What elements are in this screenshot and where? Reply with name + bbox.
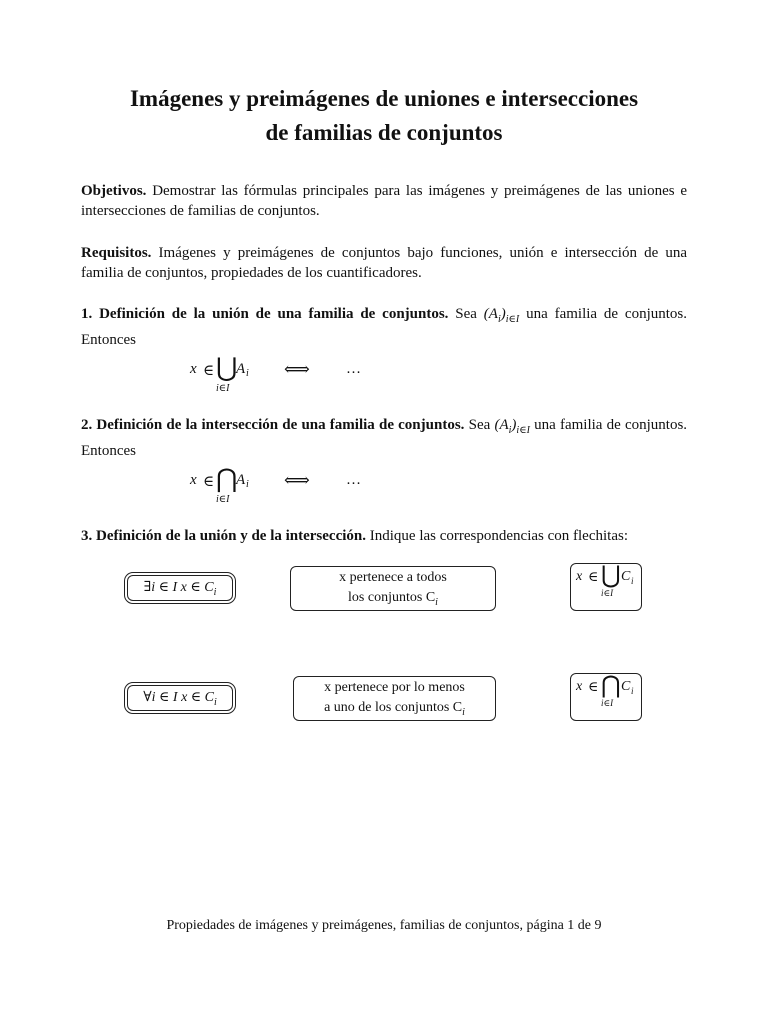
forall-quantifier-box[interactable]: ∀i ∈ I x ∈ $C_i$ [127,685,233,711]
belongs-to-all-line-1: x pertenece a todos [339,570,447,585]
big-intersection-symbol: ⋂ [216,464,238,493]
page-title [60,82,708,150]
section-2-family: $(A_i)_{i\in I}$ [494,417,530,436]
section-2-text-after: una familia de conjuntos. Entonces [81,417,688,459]
iff-symbol: ⟺ [284,359,310,379]
union-membership-box[interactable]: x ∈ ⋃ i∈I C i [570,563,642,611]
title-line-1: Imágenes y preimágenes de uniones e intersecciones [129,86,639,111]
section-2-text-before: Sea [468,417,491,433]
belongs-to-at-least-one-line-1: x pertenece por lo menos [324,680,465,695]
section-3-paragraph [81,526,687,546]
formula-in: ∈ [203,363,215,379]
belongs-to-at-least-one-box[interactable] [293,676,496,721]
big-union-symbol: ⋃ [601,563,621,589]
section-1-lead: 1. Definición de la unión de una familia de conjuntos. [81,306,449,322]
objetivos-lead: Objetivos. [81,183,147,199]
formula-set-index: i [246,368,249,379]
big-intersection-symbol: ⋂ [601,673,621,699]
objetivos-paragraph [81,181,687,221]
union-definition-formula [190,353,390,397]
title-line-2: de familias de conjuntos [265,120,503,145]
intersection-definition-formula [190,464,390,508]
ellipsis: … [346,472,361,488]
section-3-lead: 3. Definición de la unión y de la intersección. [81,528,366,544]
big-union-index: i∈I [216,383,230,394]
requisitos-lead: Requisitos. [81,245,152,261]
section-2-paragraph [81,415,687,461]
page-footer: Propiedades de imágenes y preimágenes, familias de conjuntos, página 1 de 9 [166,918,602,933]
formula-set-index: i [246,479,249,490]
big-intersection-index: i∈I [216,494,230,505]
intersection-membership-box[interactable]: x ∈ ⋂ i∈I C i [570,673,642,721]
formula-in: ∈ [203,474,215,490]
formula-x: x [190,361,197,377]
formula-set: A [236,472,246,488]
section-1-text-before: Sea [455,306,477,322]
objetivos-text: Demostrar las fórmulas principales para las imágenes y preimágenes de las uniones e intersecciones de familias de conjuntos. [81,183,687,219]
formula-set: A [236,361,246,377]
requisitos-paragraph [81,243,687,283]
exists-quantifier-box[interactable]: ∃i ∈ I x ∈ $C_i$ [127,575,233,601]
big-union-symbol: ⋃ [216,353,238,382]
ellipsis: … [346,361,361,377]
section-1-text-after: una familia de conjuntos. Entonces [81,306,688,348]
section-2-lead: 2. Definición de la intersección de una familia de conjuntos. [81,417,465,433]
section-3-text: Indique las correspondencias con flechitas: [369,528,628,544]
belongs-to-all-line-2: los conjuntos $C_i$ [348,590,438,608]
section-1-family: $(A_i)_{i\in I}$ [483,306,520,325]
formula-x: x [190,472,197,488]
section-1-paragraph [81,304,687,350]
belongs-to-at-least-one-line-2: a uno de los conjuntos $C_i$ [324,700,465,718]
iff-symbol: ⟺ [284,470,310,490]
belongs-to-all-box[interactable] [290,566,496,611]
requisitos-text: Imágenes y preimágenes de conjuntos bajo funciones, unión e intersección de una familia de conjuntos, propiedades de los cuantificadores. [81,245,687,281]
